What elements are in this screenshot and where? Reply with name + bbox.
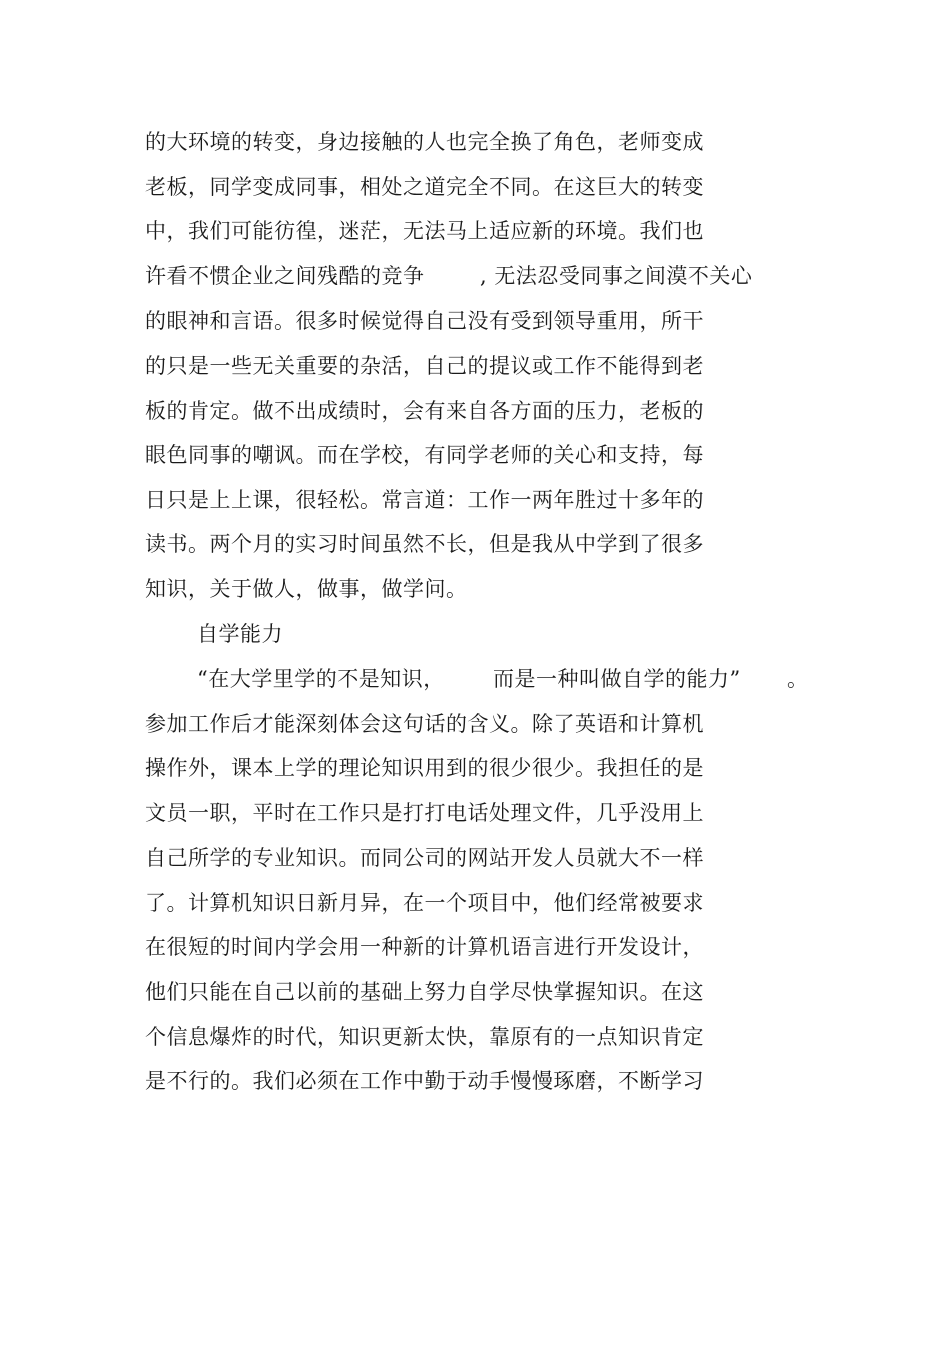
text-segment: 老板，同学变成同事，相处之道完全不同。在这巨大的转变 xyxy=(145,175,704,199)
text-segment: 个信息爆炸的时代，知识更新太快，靠原有的一点知识肯定 xyxy=(145,1025,704,1049)
text-segment: 的大环境的转变，身边接触的人也完全换了角色，老师变成 xyxy=(145,130,704,154)
text-segment: 是不行的。我们必须在工作中勤于动手慢慢琢磨，不断学习 xyxy=(145,1069,704,1093)
text-segment: 眼色同事的嘲讽。而在学校，有同学老师的关心和支持，每 xyxy=(145,443,704,467)
text-segment: 了。计算机知识日新月异，在一个项目中，他们经常被要求 xyxy=(145,891,704,915)
text-segment: 许看不惯企业之间残酷的竞争 xyxy=(145,264,425,288)
text-segment: “在大学里学的不是知识， xyxy=(197,667,445,691)
heading-text: 自学能力 xyxy=(197,622,283,646)
text-segment: 日只是上上课，很轻松。常言道：工作一两年胜过十多年的 xyxy=(145,488,704,512)
text-segment: 参加工作后才能深刻体会这句话的含义。除了英语和计算机 xyxy=(145,712,704,736)
text-segment: 文员一职，平时在工作只是打打电话处理文件，几乎没用上 xyxy=(145,801,704,825)
text-segment: 中，我们可能彷徨，迷茫，无法马上适应新的环境。我们也 xyxy=(145,219,704,243)
text-segment: 的只是一些无关重要的杂活，自己的提议或工作不能得到老 xyxy=(145,354,704,378)
text-segment: 自己所学的专业知识。而同公司的网站开发人员就大不一样 xyxy=(145,846,704,870)
text-segment: 的眼神和言语。很多时候觉得自己没有受到领导重用，所干 xyxy=(145,309,704,333)
text-segment: 板的肯定。做不出成绩时，会有来自各方面的压力，老板的 xyxy=(145,399,704,423)
text-segment: , 无法忍受同事之间漠不关心 xyxy=(480,264,753,288)
text-segment: 他们只能在自己以前的基础上努力自学尽快掌握知识。在这 xyxy=(145,980,704,1004)
text-segment: 。 xyxy=(787,667,809,691)
text-segment: 操作外，课本上学的理论知识用到的很少很少。我担任的是 xyxy=(145,756,704,780)
text-segment: 在很短的时间内学会用一种新的计算机语言进行开发设计， xyxy=(145,935,704,959)
text-segment: 知识，关于做人，做事，做学问。 xyxy=(145,577,468,601)
text-segment: 读书。两个月的实习时间虽然不长，但是我从中学到了很多 xyxy=(145,532,704,556)
text-segment: 而是一种叫做自学的能力” xyxy=(493,667,741,691)
